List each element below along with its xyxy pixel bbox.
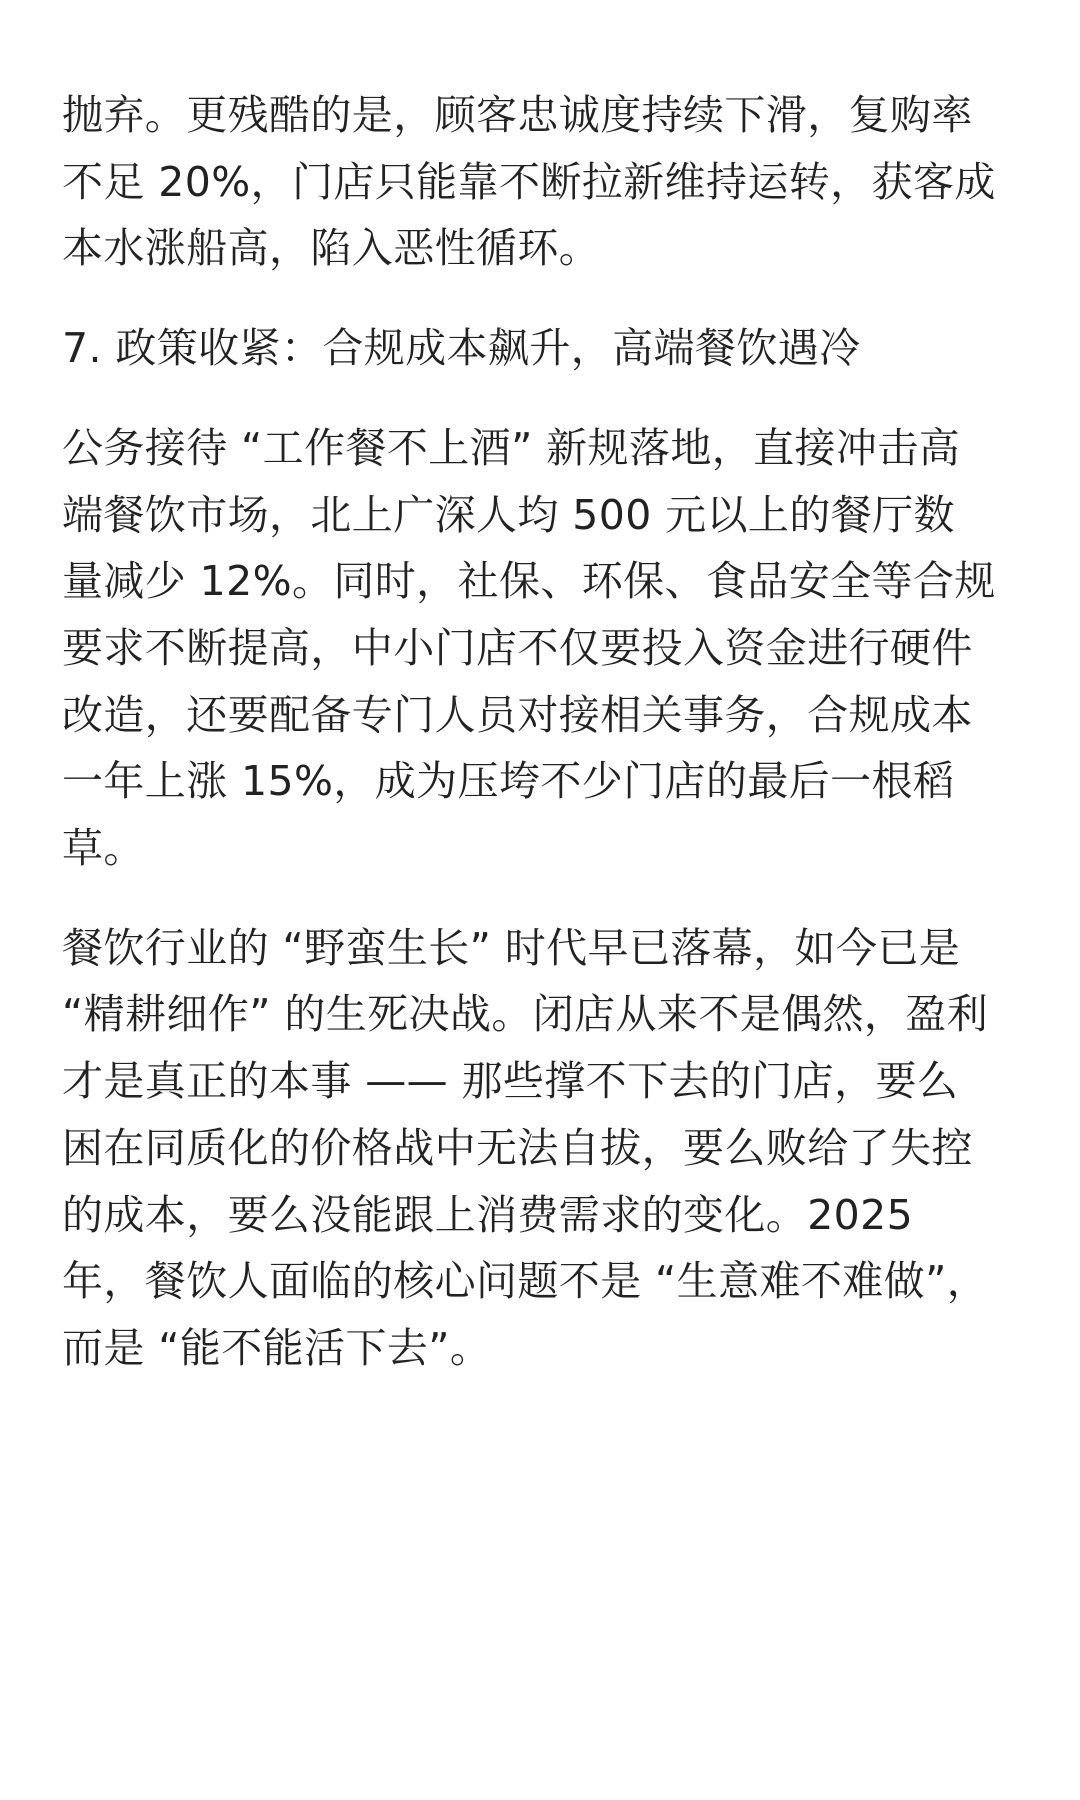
text-line: 草。 bbox=[62, 824, 145, 873]
paragraph-conclusion bbox=[62, 915, 1022, 1382]
paragraph-spacer bbox=[62, 882, 1022, 915]
paragraph-spacer bbox=[62, 382, 1022, 415]
text-line: 一年上涨 15%，成为压垮不少门店的最后一根稻 bbox=[62, 757, 955, 806]
text-line: 的成本，要么没能跟上消费需求的变化。2025 bbox=[62, 1190, 914, 1239]
paragraph-spacer bbox=[62, 282, 1022, 315]
text-line: 本水涨船高，陷入恶性循环。 bbox=[62, 224, 601, 273]
text-line: “精耕细作” 的生死决战。闭店从来不是偶然，盈利 bbox=[62, 990, 989, 1039]
text-line: 不足 20%，门店只能靠不断拉新维持运转，获客成 bbox=[62, 157, 996, 206]
paragraph-customer-loyalty bbox=[62, 82, 1022, 282]
text-line: 才是真正的本事 —— 那些撑不下去的门店，要么 bbox=[62, 1057, 959, 1106]
text-line: 端餐饮市场，北上广深人均 500 元以上的餐厅数 bbox=[62, 490, 955, 539]
text-line: 要求不断提高，中小门店不仅要投入资金进行硬件 bbox=[62, 623, 973, 672]
section-heading-policy: 7. 政策收紧：合规成本飙升，高端餐饮遇冷 bbox=[62, 324, 861, 373]
text-line: 餐饮行业的 “野蛮生长” 时代早已落幕，如今已是 bbox=[62, 923, 961, 972]
text-line: 而是 “能不能活下去”。 bbox=[62, 1323, 492, 1372]
paragraph-policy-compliance bbox=[62, 415, 1022, 882]
text-line: 公务接待 “工作餐不上酒” 新规落地，直接冲击高 bbox=[62, 423, 961, 472]
text-line: 量减少 12%。同时，社保、环保、食品安全等合规 bbox=[62, 557, 996, 606]
article-body bbox=[62, 82, 1022, 1382]
text-line: 困在同质化的价格战中无法自拔，要么败给了失控 bbox=[62, 1123, 973, 1172]
text-line: 抛弃。更残酷的是，顾客忠诚度持续下滑，复购率 bbox=[62, 91, 973, 139]
text-line: 改造，还要配备专门人员对接相关事务，合规成本 bbox=[62, 690, 973, 739]
text-line: 年，餐饮人面临的核心问题不是 “生意难不难做”， bbox=[62, 1257, 989, 1306]
